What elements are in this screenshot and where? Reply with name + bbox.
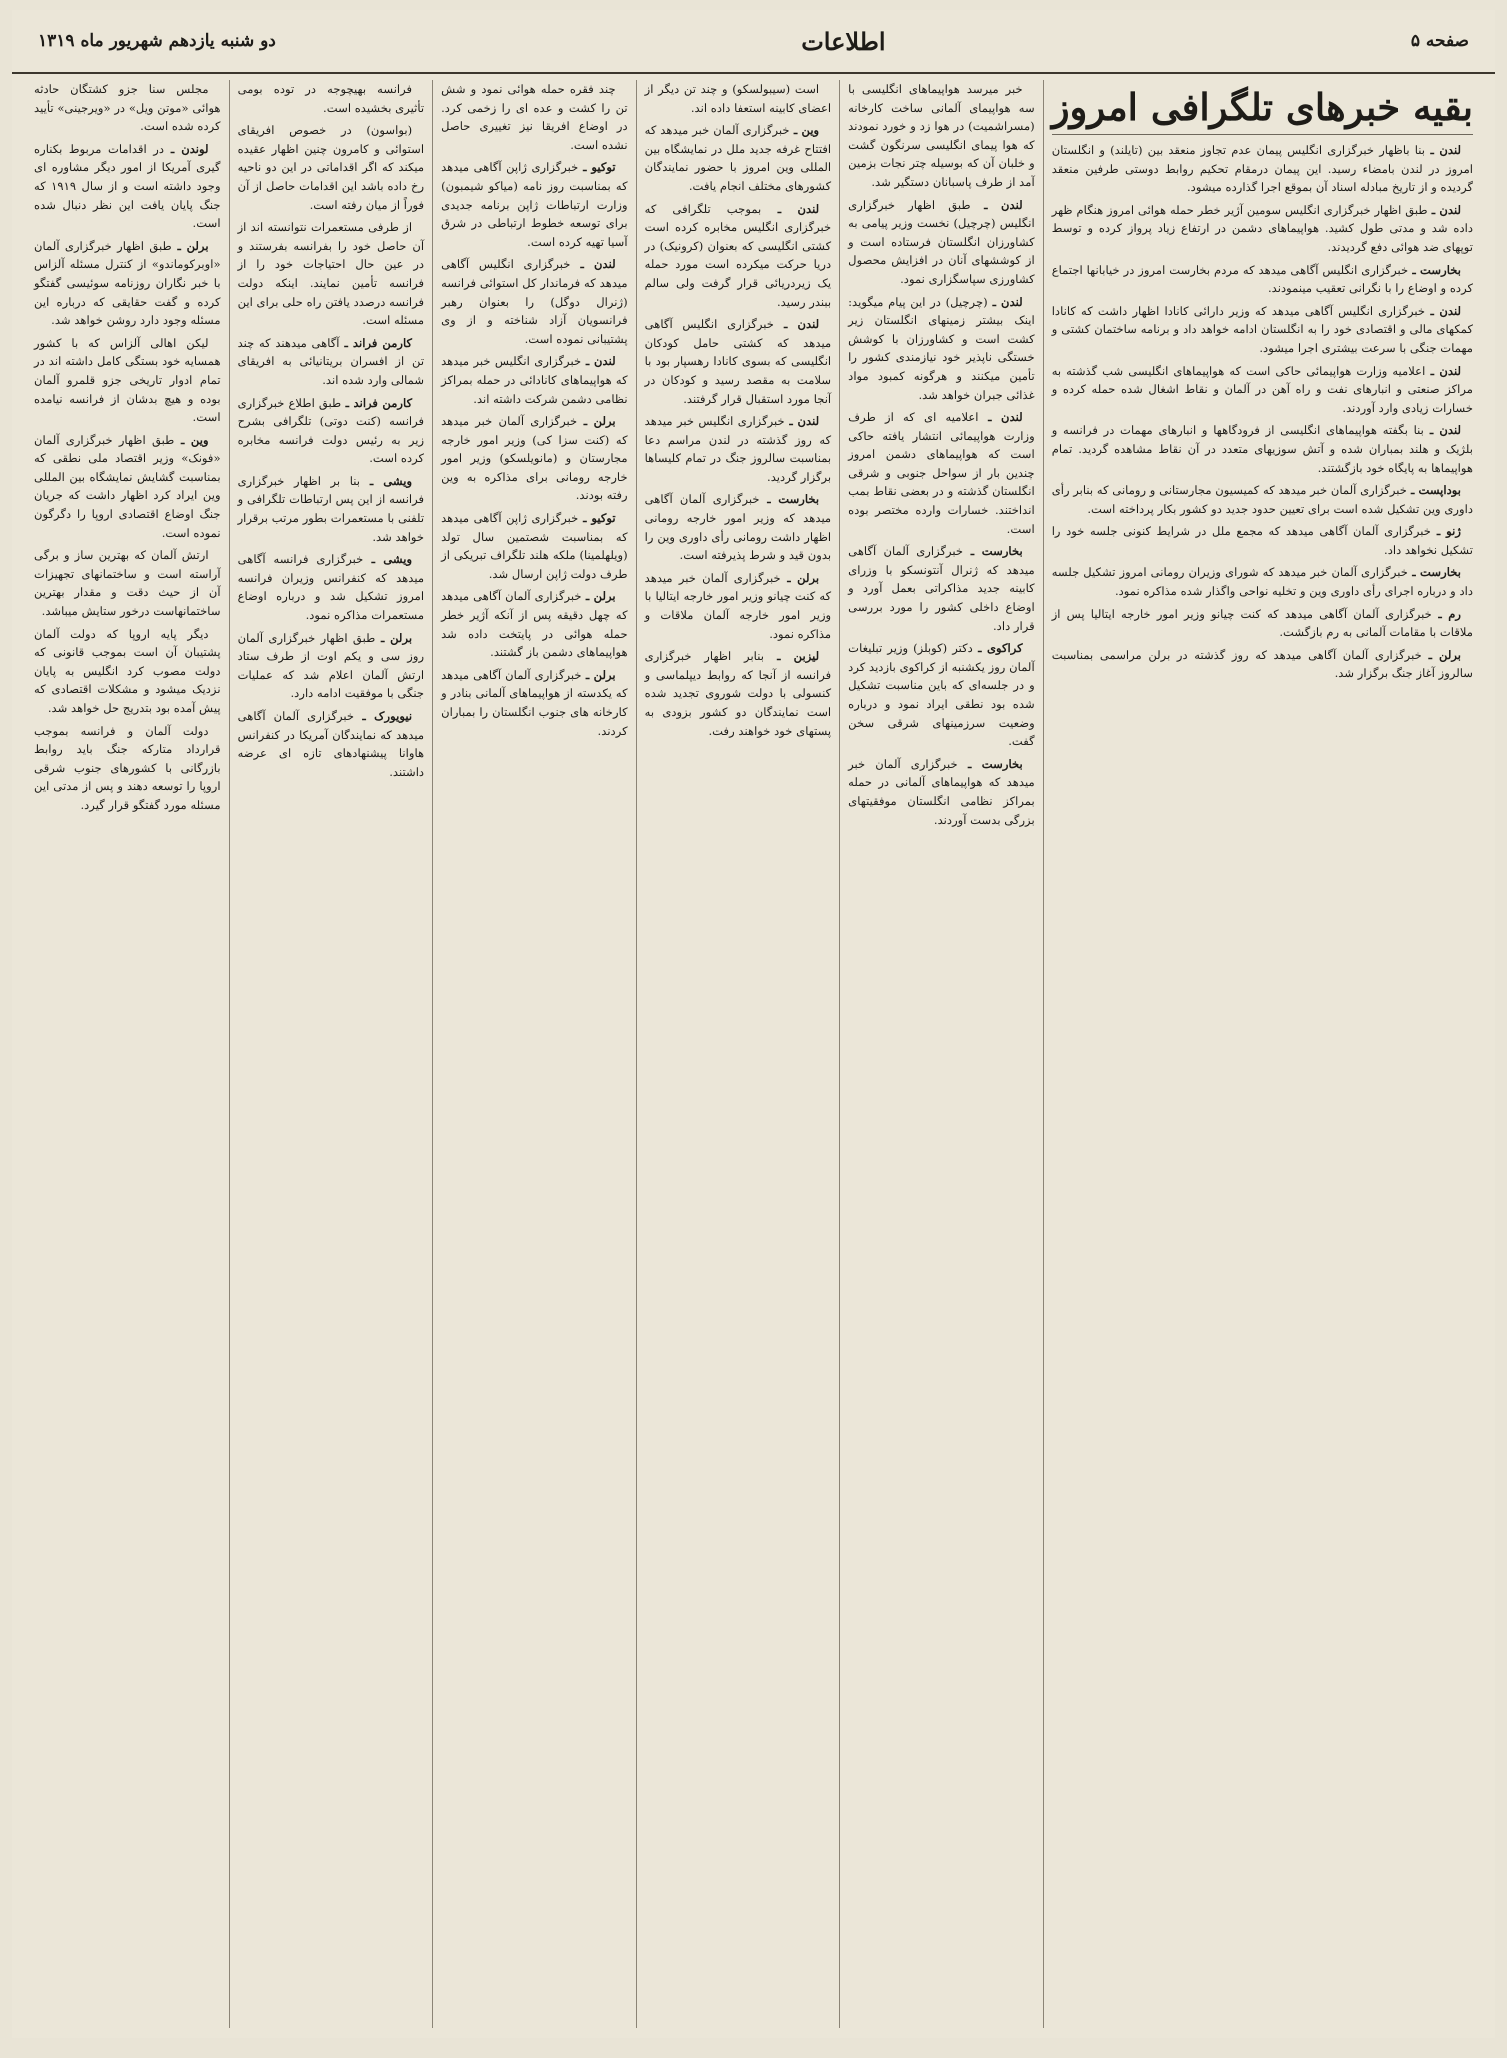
news-dateline: لندن ـ (1427, 202, 1462, 217)
news-text: مجلس سنا جزو کشتگان حادثه هوائی «موتن ویل» در «ویرجینی» تأیید کرده شده است. (34, 82, 221, 134)
news-dateline: برلن ـ (1421, 647, 1461, 662)
news-dateline: لندن ـ (570, 257, 616, 272)
news-dateline: لندن ـ (1425, 363, 1461, 378)
news-dateline: لندن ـ (1423, 423, 1461, 438)
news-text: طبق اظهار خبرگزاری آلمان «اوبرکوماندو» از کنترل مسئله آلزاس با خبر نگاران روزنامه سوئیسی گفتگو کرده و گفت حقایقی که درباره این مسئله وجود دارد روشن خواهد شد. (34, 238, 221, 328)
news-text: طبق اظهار خبرگزاری انگلیس (چرچیل) نخست وزیر پیامی به کشاورزان انگلستان فرستاده است و از کوششهای آنان در افزایش محصول کشاورزی سپاسگزاری نمود. (848, 197, 1035, 286)
news-text: در اقدامات مربوط بکناره گیری آمریکا از امور دیگر مشاوره ای وجود داشته است و از سال ۱۹۱۹ که جنگ پایان یافت این نظر دنبال شده است. (34, 141, 221, 231)
news-dateline: لوندن ـ (164, 141, 209, 156)
news-item (848, 542, 1035, 635)
news-item (441, 255, 628, 348)
news-text: خبرگزاری آلمان خبر میدهد که افتتاح غرفه جدید ملل در نمایشگاه بین المللی وین امروز با حضور نمایندگان کشورهای مختلف انجام یافت. (644, 123, 832, 193)
news-text: است (سیبولسکو) و چند تن دیگر از اعضای کابینه استعفا داده اند. (644, 82, 832, 115)
news-item (238, 121, 425, 214)
news-dateline: رم ـ (1431, 606, 1461, 621)
news-dateline: برلن ـ (581, 589, 616, 604)
news-item (645, 412, 832, 486)
news-dateline: ویشی ـ (363, 552, 413, 567)
news-text: ارتش آلمان که بهترین ساز و برگی آراسته است و ساختمانهای تجهیزات آن از حیث دقت و مقدار بهترین ساختمانهاست درخور ستایش میباشد. (34, 548, 221, 619)
news-text: خبرگزاری فرانسه آگاهی میدهد که کنفرانس وزیران فرانسه امروز تشکیل شد و درباره اوضاع مستعمرات مذاکره نمود. (237, 552, 425, 623)
news-dateline: بخارست ـ (1407, 565, 1461, 580)
news-dateline: برلن ـ (780, 570, 820, 585)
column (1043, 80, 1481, 2028)
news-columns (26, 80, 1481, 2028)
news-text: خبرگزاری آلمان آگاهی میدهد که وزیر امور خارجه رومانی اظهار داشت رومانی رأی داوری وین را بدون قید و شرط پذیرفته است. (644, 492, 832, 563)
news-item (1052, 201, 1473, 257)
news-dateline: توکیو ـ (578, 160, 616, 175)
news-item (645, 200, 832, 312)
news-dateline: برلن ـ (171, 238, 209, 253)
news-text: لیکن اهالی آلزاس که با کشور همسایه خود بستگی کامل داشته اند در تمام ادوار تاریخی جزو قلمرو آلمان بوده و هیچ بدشان از فرانسه نیامده است. (34, 335, 221, 425)
news-dateline: لندن ـ (773, 317, 820, 332)
column (636, 80, 840, 2028)
news-item (238, 629, 425, 703)
news-text: بنابر اظهار خبرگزاری فرانسه از آنجا که روابط دیپلماسی و کنسولی با دولت شوروی تجدید شده است نمایندگان دو کشور بزودی به پستهای خود خواهند رفت. (644, 649, 832, 738)
news-dateline: برلن ـ (577, 414, 616, 429)
news-dateline: بخارست ـ (759, 492, 820, 507)
news-text: اعلامیه ای که از طرف وزارت هواپیمائی انتشار یافته حاکی است که هواپیماهای دشمن امروز چندین بار از سواحل جنوبی و شرقی انگلستان گذشته و در بعضی نقاط بمب انداختند. خسارات وارده مختصر بوده است. (848, 410, 1035, 536)
column (26, 80, 229, 2028)
news-item (848, 293, 1035, 405)
news-dateline: برلن ـ (375, 630, 413, 645)
news-item (848, 196, 1035, 289)
news-text: (چرچیل) در این پیام میگوید: اینک بیشتر زمینهای انگلستان زیر کشت است و کشاورزان با کوشش خستگی ناپذیر خود نیازمندی کشور را تأمین میکنند و هرگونه کمبود مواد غذائی جبران خواهد شد. (848, 294, 1035, 402)
news-dateline: لندن ـ (970, 197, 1023, 212)
news-item (238, 218, 425, 330)
news-text: دکتر (کوبلز) وزیر تبلیغات آلمان روز یکشنبه از کراکوی بازدید کرد و در جلسه‌ای که باین مناسبت تشکیل شده بود نطقی ایراد نمود و درباره وضعیت سرزمینهای شرقی سخن گفت. (848, 641, 1035, 749)
news-item (238, 334, 425, 390)
news-item (441, 666, 628, 740)
news-dateline: وین ـ (789, 123, 820, 138)
news-item (1052, 362, 1473, 418)
news-text: خبرگزاری آلمان آگاهی میدهد که چهل دقیقه پس از آنکه آژیر خطر حمله هوائی در پایتخت داده شد هواپیماهای دشمن باز گشتند. (441, 589, 628, 660)
news-item (34, 431, 221, 543)
news-text: اعلامیه وزارت هواپیمائی حاکی است که هواپیماهای انگلیسی شب گذشته به مراکز صنعتی و انبارهای نفت و راه آهن در آلمان و نقاط اشغال شده حمله کرده و خسارات زیادی وارد آوردند. (1051, 363, 1473, 415)
news-text: بنا بر اظهار خبرگزاری فرانسه از این پس ارتباطات تلگرافی و تلفنی با مستعمرات بطور مرتب برقرار خواهد شد. (237, 473, 425, 544)
news-item (34, 625, 221, 718)
news-item (848, 639, 1035, 751)
news-item (441, 158, 628, 251)
news-text: آگاهی میدهند که چند تن از افسران بریتانیائی به افریقای شمالی وارد شده اند. (237, 335, 425, 387)
news-dateline: نیویورک ـ (354, 709, 413, 723)
news-dateline: لندن ـ (761, 201, 820, 216)
news-dateline: لیزبن ـ (763, 649, 820, 664)
news-item (645, 121, 832, 195)
news-dateline: کراکوی ـ (972, 641, 1023, 656)
news-dateline: برلن ـ (581, 667, 616, 682)
column (839, 80, 1043, 2028)
news-item (848, 755, 1035, 829)
news-item (1052, 261, 1473, 298)
paper-name: اطلاعات (801, 26, 886, 56)
news-text: خبرگزاری آلمان آگاهی میدهد که ژنرال آنتونسکو با وزرای کابینه جدید مذاکراتی بعمل آورد و اوضاع داخلی کشور را مورد بررسی قرار داد. (848, 544, 1035, 633)
news-text: خبرگزاری آلمان آگاهی میدهد که روز گذشته در برلن مراسمی بمناسبت سالروز آغاز جنگ برگزار شد. (1051, 647, 1473, 681)
news-dateline: بخارست ـ (1408, 262, 1461, 277)
news-text: بنا بگفته هواپیماهای انگلیسی از فرودگاهها و انبارهای مهمات در فرانسه و بلژیک و هلند بمباران شده و آتش سوزیهای متعدد در آن نقاط مشاهده گردید. تمام هواپیماها به پایگاه خود بازگشتند. (1051, 423, 1473, 475)
column (432, 80, 636, 2028)
news-item (645, 647, 832, 740)
news-item (238, 394, 425, 468)
news-item (34, 722, 221, 815)
news-text: خبرگزاری انگلیس آگاهی میدهد که مردم بخارست امروز در خیابانها اجتماع کرده و اوضاع را با نگرانی تعقیب مینمودند. (1051, 262, 1473, 296)
news-item (1052, 522, 1473, 559)
news-text: خبرگزاری انگلیس خبر میدهد که روز گذشته در لندن مراسم دعا بمناسبت سالروز جنگ در تمام کلیساها برگزار گردید. (644, 414, 832, 484)
news-text: خبر میرسد هواپیماهای انگلیسی با سه هواپیمای آلمانی ساخت کارخانه (مسراشمیت) در هوا زد و خورد نمودند که هوا پیمای انگلیسی سرنگون گشت و خلبان آن که بوسیله چتر نجات بزمین آمد از طرف پاسبانان دستگیر شد. (848, 82, 1035, 189)
issue-date: دو شنبه یازدهم شهریور ماه ۱۳۱۹ (38, 31, 276, 51)
news-item (645, 490, 832, 564)
news-item (238, 550, 425, 624)
news-text: (بواسون) در خصوص افریقای استوائی و کامرون چنین اظهار عقیده میکند که اگر اقداماتی در این دو ناحیه رخ داده باشد این اقدامات حاصل از آن فوراً از میان رفته است. (237, 123, 425, 212)
news-dateline: ویشی ـ (360, 473, 413, 488)
news-text: خبرگزاری آلمان آگاهی میدهد که کنت چیانو وزیر امور خارجه ایتالیا پس از ملاقات با مقامات آلمانی به رم بازگشت. (1051, 606, 1473, 640)
news-dateline: بخارست ـ (963, 544, 1023, 559)
news-item (238, 472, 425, 546)
news-text: خبرگزاری آلمان آگاهی میدهد که مجمع ملل در شرایط کنونی جلسه خود را تشکیل نخواهد داد. (1051, 524, 1473, 557)
newspaper-page (12, 10, 1495, 2038)
news-text: خبرگزاری آلمان خبر میدهد که کنت چیانو وزیر امور خارجه ایتالیا با وزیر امور خارجه آلمان ملاقات و مذاکره نمود. (644, 570, 832, 641)
news-dateline: کارمن فراند ـ (339, 335, 413, 350)
column (229, 80, 433, 2028)
news-item (441, 412, 628, 505)
news-item (1052, 421, 1473, 477)
news-text: خبرگزاری ژاپن آگاهی میدهد که بمناسبت روز نامه (میاکو شیمبون) وزارت ارتباطات ژاپن برنامه جدیدی برای توسعه خطوط ارتباطی در شرق آسیا تهیه کرده است. (441, 160, 628, 249)
section-headline: بقیه خبرهای تلگرافی امروز (1052, 80, 1473, 135)
news-text: خبرگزاری آلمان آگاهی میدهد که یکدسته از هواپیماهای آلمانی بنادر و کارخانه های جنوب انگلستان را بمباران کردند. (441, 667, 628, 738)
news-text: چند فقره حمله هوائی نمود و شش تن را کشت و عده ای را زخمی کرد. در اوضاع افریقا نیز تغییری حاصل نشده است. (441, 82, 628, 152)
news-item (34, 140, 221, 233)
news-item (645, 569, 832, 643)
news-item (34, 546, 221, 620)
news-text: دیگر پایه اروپا که دولت آلمان پشتیبان آن است بموجب قانونی که دولت مصوب کرد انگلیس به پایان نزدیک میشود و مشکلات اقتصادی که پیش آمده بود بتدریج حل خواهد شد. (34, 626, 221, 715)
news-text: فرانسه بهیچوجه در توده بومی تأثیری بخشیده است. (237, 82, 425, 115)
news-dateline: لندن ـ (1425, 143, 1461, 157)
news-item (441, 80, 628, 154)
news-text: بنا باظهار خبرگزاری انگلیس پیمان عدم تجاوز منعقد بین (تایلند) و انگلستان امروز در لندن بامضاء رسید. این پیمان درمقام تحکیم روابط دوستی طرفین منعقد گردیده و از تاریخ مبادله اسناد آن بموقع اجرا گذارده میشود. (1051, 143, 1473, 195)
news-dateline: لندن ـ (987, 294, 1023, 309)
news-text: خبرگزاری آلمان آگاهی میدهد که نمایندگان آمریکا در کنفرانس هاوانا پیشنهادهای تازه ای عرضه داشتند. (237, 709, 425, 779)
news-text: خبرگزاری انگلیس خبر میدهد که هواپیماهای کانادائی در حمله بمراکز نظامی دشمن شرکت داشته اند. (441, 354, 628, 406)
news-text: خبرگزاری انگلیس آگاهی میدهد که فرماندار کل استوائی فرانسه (ژنرال دوگل) را بعنوان رهبر فرانسویان آزاد شناخته و از وی پشتیبانی نموده است. (441, 257, 628, 346)
news-text: بموجب تلگرافی که خبرگزاری انگلیس مخابره کرده است کشتی انگلیسی که بعنوان (کرونیک) در دریا حرکت میکرده است مورد حمله یک زیردریائی قرار گرفت ولی سالم ببندر رسید. (644, 201, 832, 309)
news-text: از طرفی مستعمرات نتوانسته اند از آن حاصل خود را بفرانسه بفرستند و در عین حال احتیاجات خود را از فرانسه تأمین نمایند. اینکه دولت فرانسه درصدد یافتن راه حلی برای این مسئله است. (237, 220, 425, 328)
news-dateline: بوداپست ـ (1406, 483, 1461, 498)
news-item (645, 315, 832, 408)
news-text: دولت آلمان و فرانسه بموجب قرارداد متارکه جنگ باید روابط بازرگانی با کشورهای جنوب شرقی اروپا را توسعه دهند و پس از مدتی این مسئله مورد گفتگو قرار گیرد. (34, 723, 221, 812)
news-text: طبق اطلاع خبرگزاری فرانسه (کنت دوتی) تلگرافی بشرح زیر به رئیس دولت فرانسه مخابره کرده است. (237, 395, 425, 466)
news-item (34, 237, 221, 330)
news-item (1052, 141, 1473, 197)
news-item (1052, 481, 1473, 518)
news-item (1052, 302, 1473, 358)
news-dateline: لندن ـ (581, 354, 616, 369)
news-dateline: لندن ـ (978, 410, 1023, 425)
news-item (441, 587, 628, 661)
news-item (441, 509, 628, 583)
news-dateline: لندن ـ (784, 414, 820, 429)
news-dateline: توکیو ـ (578, 511, 616, 526)
news-dateline: کارمن فراند ـ (341, 395, 413, 410)
news-text: خبرگزاری انگلیس آگاهی میدهد که وزیر دارائی کانادا اظهار داشت که کانادا کمکهای مالی و اقتصادی خود را به انگلستان ادامه خواهد داد و برنامه ساختمان کشتی و مهمات جنگی با سرعت بیشتری اجرا میشود. (1051, 303, 1473, 355)
news-item (848, 408, 1035, 538)
news-item (238, 707, 425, 781)
news-dateline: وین ـ (174, 432, 209, 447)
news-text: طبق اظهار خبرگزاری آلمان روز سی و یکم اوت از طرف ستاد ارتش آلمان اعلام شد که عملیات جنگی با موفقیت ادامه دارد. (237, 630, 425, 701)
news-item (1052, 646, 1473, 683)
news-text: طبق اظهار خبرگزاری آلمان «فونک» وزیر اقتصاد ملی نطقی که بمناسبت گشایش نمایشگاه بین المللی وین ایراد کرد اظهار داشت که جریان جنگ اوضاع اقتصادی اروپا را دگرگون نموده است. (34, 432, 221, 540)
news-text: خبرگزاری آلمان خبر میدهد که (کنت سزا کی) وزیر امور خارجه مجارستان و (مانویلسکو) وزیر امور خارجه رومانی برای مذاکره به وین رفته بودند. (441, 414, 628, 503)
page-label: صفحه ۵ (1410, 31, 1469, 51)
news-text: طبق اظهار خبرگزاری انگلیس سومین آژیر خطر حمله هوائی امروز هنگام ظهر داده شد و مدتی طول کشید. هواپیماهای دشمن در ارتفاع زیاد پرواز کرده و توسط توپهای ضد هوائی دفع گردیدند. (1051, 202, 1473, 254)
news-dateline: ژنو ـ (1430, 524, 1461, 539)
news-item (441, 352, 628, 408)
news-item (645, 80, 832, 117)
page-header (12, 10, 1495, 74)
news-text: خبرگزاری آلمان خبر میدهد که شورای وزیران رومانی امروز تشکیل جلسه داد و درباره اجرای رأی داوری وین و تخلیه نواحی واگذار شده مذاکره نمود. (1051, 565, 1473, 599)
news-text: خبرگزاری انگلیس آگاهی میدهد که کشتی حامل کودکان انگلیسی که بسوی کانادا رهسپار بود با سلامت به مقصد رسید و کودکان در آنجا مورد استقبال قرار گرفتند. (644, 317, 832, 406)
news-dateline: لندن ـ (1425, 303, 1461, 318)
news-item (1052, 563, 1473, 600)
news-item (34, 80, 221, 136)
news-text: خبرگزاری ژاپن آگاهی میدهد که بمناسبت شصتمین سال تولد (ویلهلمینا) ملکه هلند تلگراف تبریکی از طرف دولت ژاپن ارسال شد. (441, 511, 628, 581)
news-text: خبرگزاری آلمان خبر میدهد که کمیسیون مجارستانی و رومانی که بنابر رأی داوری وین تشکیل شده است برای تعیین حدود جدید دو کشور بکار پرداخته است. (1051, 483, 1473, 516)
news-item (1052, 605, 1473, 642)
news-item (848, 80, 1035, 192)
news-text: خبرگزاری آلمان خبر میدهد که هواپیماهای آلمانی در حمله بمراکز نظامی انگلستان موفقیتهای بزرگی بدست آوردند. (848, 756, 1035, 827)
news-item (238, 80, 425, 117)
news-dateline: بخارست ـ (957, 756, 1023, 771)
news-item (34, 334, 221, 427)
